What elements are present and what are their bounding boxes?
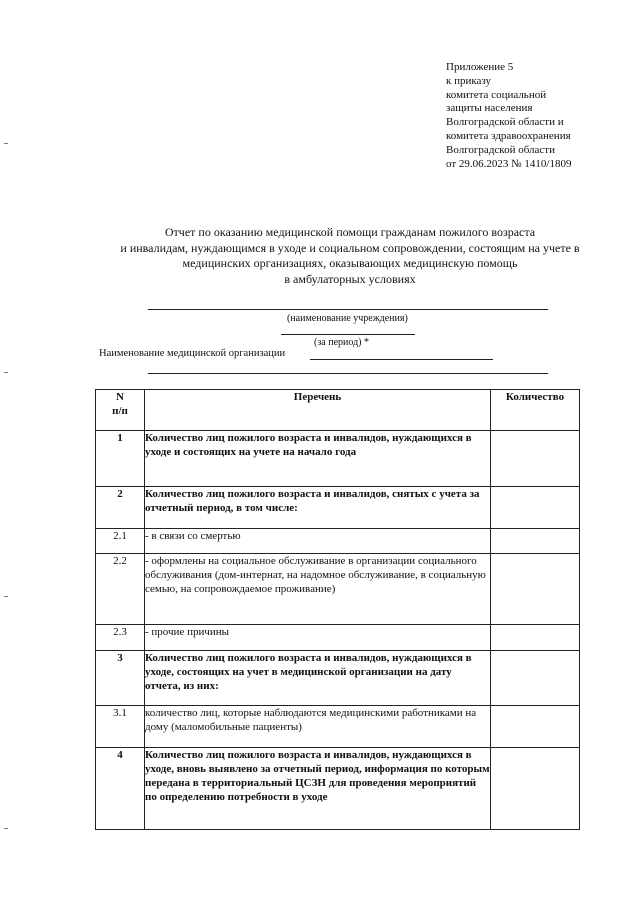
appendix-line: Приложение 5 (446, 61, 514, 73)
row-number: 3 (96, 651, 145, 706)
org-name-line[interactable] (310, 359, 493, 360)
institution-caption: (наименование учреждения) (287, 313, 408, 324)
title-line: медицинских организациях, оказывающих медицинскую помощь (182, 256, 518, 270)
quantity-cell[interactable] (491, 706, 580, 748)
quantity-cell[interactable] (491, 487, 580, 529)
table-row (96, 554, 580, 625)
table-row (96, 748, 580, 830)
header-n-line: N (116, 391, 124, 403)
row-text: - прочие причины (145, 625, 491, 651)
appendix-line: Волгоградской области (446, 143, 555, 156)
row-number: 3.1 (96, 706, 145, 748)
row-text: Количество лиц пожилого возраста и инвалидов, нуждающихся в уходе, состоящих на учет в медицинской организации на дату отчета, из них: (145, 651, 491, 706)
margin-mark (4, 143, 8, 144)
appendix-line: к приказу (446, 74, 492, 87)
row-text: Количество лиц пожилого возраста и инвалидов, снятых с учета за отчетный период, в том числе: (145, 487, 491, 529)
period-caption: (за период) * (314, 337, 369, 348)
quantity-cell[interactable] (491, 651, 580, 706)
margin-mark (4, 596, 8, 597)
quantity-cell[interactable] (491, 529, 580, 554)
table-row (96, 651, 580, 706)
quantity-cell[interactable] (491, 431, 580, 487)
table-row (96, 431, 580, 487)
appendix-line: защиты населения (446, 102, 533, 115)
appendix-line: комитета здравоохранения (446, 129, 571, 142)
org-label: Наименование медицинской организации (99, 348, 286, 359)
title-line: в амбулаторных условиях (284, 271, 416, 286)
period-line[interactable] (281, 334, 415, 335)
org-second-line[interactable] (148, 373, 548, 374)
row-number: 2.2 (96, 554, 145, 625)
row-text: Количество лиц пожилого возраста и инвалидов, нуждающихся в уходе и состоящих на учете на начало года (145, 431, 491, 487)
row-text: - оформлены на социальное обслуживание в организации социального обслуживания (дом-интернат, на надомное обслуживание, в социальную семью, на сопровождаемое проживание) (145, 554, 491, 625)
appendix-header (446, 61, 626, 171)
header-n-line: п/п (112, 405, 128, 417)
row-number: 2.3 (96, 625, 145, 651)
margin-mark (4, 828, 8, 829)
row-text: количество лиц, которые наблюдаются медицинскими работниками на дому (маломобильные пациенты) (145, 706, 491, 748)
appendix-line: комитета социальной (446, 88, 547, 101)
margin-mark (4, 372, 8, 373)
quantity-cell[interactable] (491, 748, 580, 830)
title-line: и инвалидам, нуждающимся в уходе и социальном сопровождении, состоящим на учете в (120, 240, 580, 255)
table-row (96, 529, 580, 554)
quantity-cell[interactable] (491, 554, 580, 625)
appendix-line: от 29.06.2023 № 1410/1809 (446, 157, 572, 170)
report-title (90, 225, 610, 287)
row-text: Количество лиц пожилого возраста и инвалидов, нуждающихся в уходе, вновь выявлено за отчетный период, информация по которым передана в территориальный ЦСЗН для проведения мероприятий по определению потребности в уходе (145, 748, 491, 830)
table-header-row (96, 390, 580, 431)
header-list: Перечень (145, 390, 491, 431)
table-row (96, 625, 580, 651)
row-number: 1 (96, 431, 145, 487)
header-number (96, 390, 145, 431)
row-number: 4 (96, 748, 145, 830)
report-table (95, 389, 580, 830)
quantity-cell[interactable] (491, 625, 580, 651)
table-row (96, 706, 580, 748)
row-number: 2 (96, 487, 145, 529)
institution-line[interactable] (148, 309, 548, 310)
appendix-line: Волгоградской области и (446, 116, 564, 129)
row-number: 2.1 (96, 529, 145, 554)
title-line: Отчет по оказанию медицинской помощи гражданам пожилого возраста (164, 225, 536, 239)
table-row (96, 487, 580, 529)
header-quantity: Количество (491, 390, 580, 431)
row-text: - в связи со смертью (145, 529, 491, 554)
